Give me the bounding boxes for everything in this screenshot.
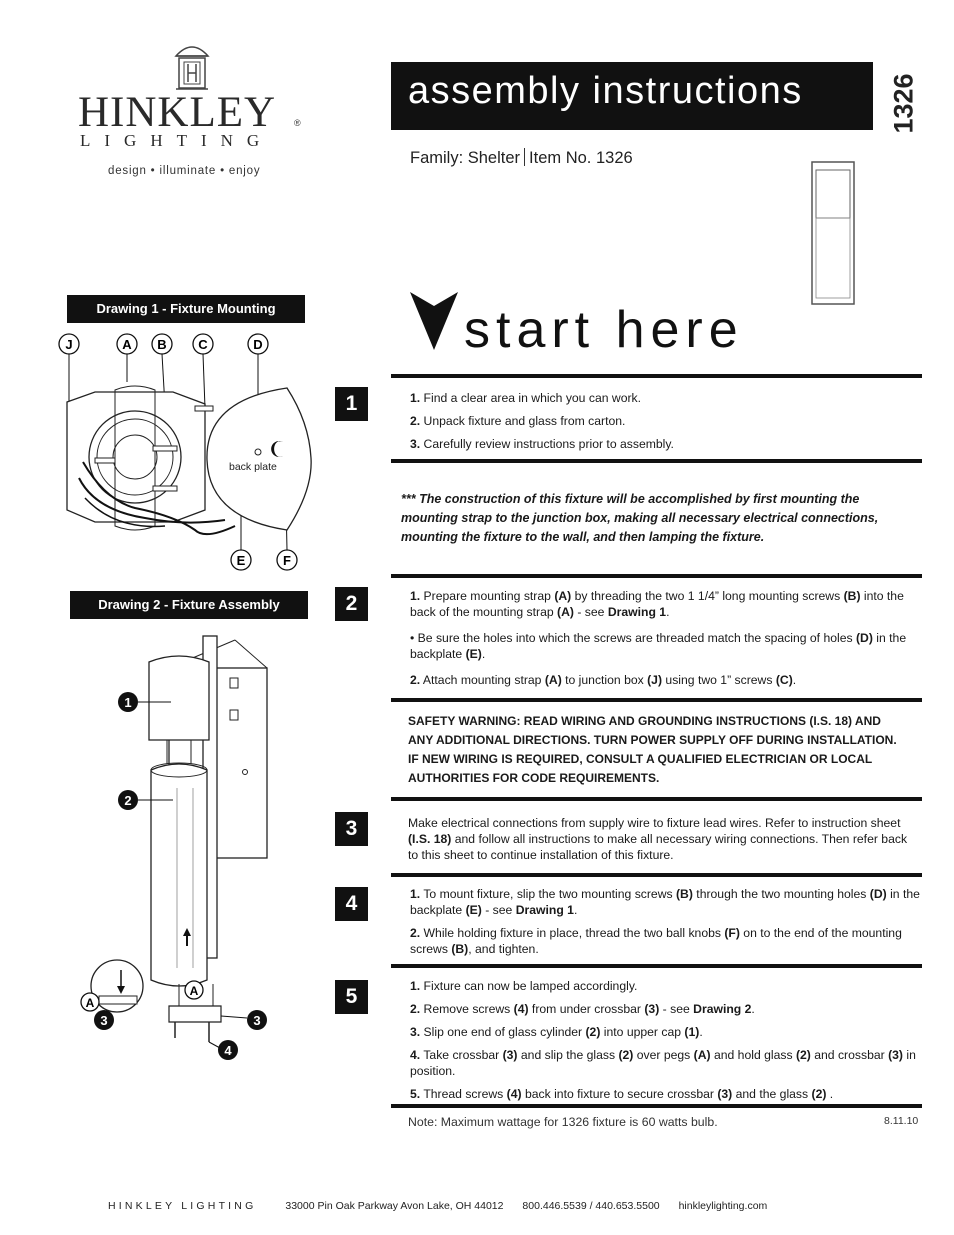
svg-text:A: A xyxy=(189,984,199,998)
svg-text:B: B xyxy=(157,337,167,352)
step-5-text xyxy=(410,978,920,1109)
footer xyxy=(108,1200,767,1212)
step-1-line: 3. Carefully review instructions prior to assembly. xyxy=(410,437,674,451)
step-2-paragraph: 1. Prepare mounting strap (A) by threading the two 1 1/4” long mounting screws (B) into the back of the mounting strap (A) - see Drawing 1. xyxy=(410,589,904,619)
family-line xyxy=(410,148,633,168)
step-1-line: 2. Unpack fixture and glass from carton. xyxy=(410,414,626,428)
callout-b xyxy=(152,334,172,354)
step-2-paragraph: • Be sure the holes into which the screws are threaded match the spacing of holes (D) in the backplate (E). xyxy=(410,631,907,661)
step-2-number: 2 xyxy=(335,587,368,621)
callout-a xyxy=(185,981,203,999)
svg-text:4: 4 xyxy=(224,1043,232,1058)
drawing2-label: Drawing 2 - Fixture Assembly xyxy=(70,591,308,619)
rule xyxy=(391,574,922,578)
start-here: start here xyxy=(464,301,744,359)
callout-e xyxy=(231,550,251,570)
step-5-line: 1. Fixture can now be lamped accordingly. xyxy=(410,979,638,993)
item-number-vertical xyxy=(880,66,940,136)
callout-3 xyxy=(247,1010,267,1030)
hinkley-logo xyxy=(60,40,320,190)
family-label: Family: Shelter xyxy=(410,149,521,167)
callout-d xyxy=(248,334,268,354)
rule xyxy=(391,374,922,378)
rule xyxy=(391,459,922,463)
rule xyxy=(391,964,922,968)
page-title: assembly instructions xyxy=(391,62,873,130)
callout-4 xyxy=(218,1040,238,1060)
step-1-line: 1. Find a clear area in which you can work. xyxy=(410,391,642,405)
step-3-text: Make electrical connections from supply wire to fixture lead wires. Refer to instruction sheet (I.S. 18) and follow all instructions to make all necessary wiring connections. Then refer back to this sheet to continue installation of this fixture. xyxy=(408,816,908,862)
logo-tagline: design • illuminate • enjoy xyxy=(108,165,261,177)
footer-phone: 800.446.5539 / 440.653.5500 xyxy=(522,1200,660,1212)
svg-text:J: J xyxy=(65,337,73,352)
item-number-text: 1326 xyxy=(888,73,919,134)
drawing1-fixture-mounting xyxy=(55,330,335,575)
lantern-logo-icon xyxy=(170,40,214,92)
svg-text:1: 1 xyxy=(124,695,132,710)
callout-a-detail xyxy=(81,993,99,1011)
product-thumbnail xyxy=(810,160,856,306)
step-3-number: 3 xyxy=(335,812,368,846)
step-4-paragraph: 1. To mount fixture, slip the two mounting screws (B) through the two mounting holes (D) in the backplate (E) - see Drawing 1. xyxy=(410,887,920,917)
step-1-number: 1 xyxy=(335,387,368,421)
drawing1-label: Drawing 1 - Fixture Mounting xyxy=(67,295,305,323)
drawing2-fixture-assembly xyxy=(75,628,275,1068)
step-5-line: 5. Thread screws (4) back into fixture to secure crossbar (3) and the glass (2) . xyxy=(410,1087,834,1101)
item-label: Item No. 1326 xyxy=(529,149,633,167)
rule xyxy=(391,698,922,702)
step-2-paragraph: 2. Attach mounting strap (A) to junction box (J) using two 1” screws (C). xyxy=(410,673,797,687)
callout-f xyxy=(277,550,297,570)
callout-1 xyxy=(118,692,138,712)
step-5-line: 4. Take crossbar (3) and slip the glass (2) over pegs (A) and hold glass (2) and crossbar (3) in position. xyxy=(410,1048,916,1078)
step-5-line: 3. Slip one end of glass cylinder (2) into upper cap (1). xyxy=(410,1025,703,1039)
callout-3-detail xyxy=(94,1010,114,1030)
callout-a xyxy=(117,334,137,354)
rule xyxy=(391,797,922,801)
step-5-line: 2. Remove screws (4) from under crossbar (3) - see Drawing 2. xyxy=(410,1002,755,1016)
svg-text:D: D xyxy=(253,337,263,352)
backplate-text: back plate xyxy=(229,461,277,473)
svg-text:3: 3 xyxy=(253,1013,261,1028)
footer-website[interactable]: hinkleylighting.com xyxy=(678,1200,768,1212)
revision-date: 8.11.10 xyxy=(884,1115,919,1127)
svg-text:3: 3 xyxy=(100,1013,108,1028)
construction-note: *** The construction of this fixture will be accomplished by first mounting the mounting strap to the junction box, making all necessary electrical connections, mounting the fixture to the wall, and then lamping the fixture. xyxy=(401,492,879,544)
rule xyxy=(391,873,922,877)
svg-text:C: C xyxy=(198,337,208,352)
step-4-text xyxy=(410,886,920,964)
separator xyxy=(524,148,525,166)
svg-text:F: F xyxy=(283,553,291,568)
start-arrow-icon xyxy=(410,292,458,352)
logo-brand: HINKLEY xyxy=(78,89,277,136)
svg-text:2: 2 xyxy=(124,793,132,808)
wattage-note: Note: Maximum wattage for 1326 fixture is 60 watts bulb. xyxy=(408,1115,718,1129)
step-4-number: 4 xyxy=(335,887,368,921)
svg-text:A: A xyxy=(85,996,95,1010)
rule xyxy=(391,1104,922,1108)
step-1-text xyxy=(410,390,910,459)
callout-j xyxy=(59,334,79,354)
callout-2 xyxy=(118,790,138,810)
safety-warning: SAFETY WARNING: READ WIRING AND GROUNDING INSTRUCTIONS (I.S. 18) AND ANY ADDITIONAL DIRECTIONS. TURN POWER SUPPLY OFF DURING INSTALLATION. IF NEW WIRING IS REQUIRED, CONSULT A QUALIFIED ELECTRICIAN OR LOCAL AUTHORITIES FOR CODE REQUIREMENTS. xyxy=(408,714,897,785)
svg-text:A: A xyxy=(122,337,132,352)
footer-address: 33000 Pin Oak Parkway Avon Lake, OH 44012 xyxy=(285,1200,504,1212)
logo-registered: ® xyxy=(294,118,301,128)
step-5-number: 5 xyxy=(335,980,368,1014)
callout-c xyxy=(193,334,213,354)
footer-brand: HINKLEY LIGHTING xyxy=(108,1200,257,1212)
step-4-paragraph: 2. While holding fixture in place, thread the two ball knobs (F) on to the end of the mounting screws (B), and tighten. xyxy=(410,926,902,956)
step-2-text xyxy=(410,588,915,695)
svg-text:E: E xyxy=(236,553,246,568)
logo-sub: LIGHTING xyxy=(80,131,274,150)
